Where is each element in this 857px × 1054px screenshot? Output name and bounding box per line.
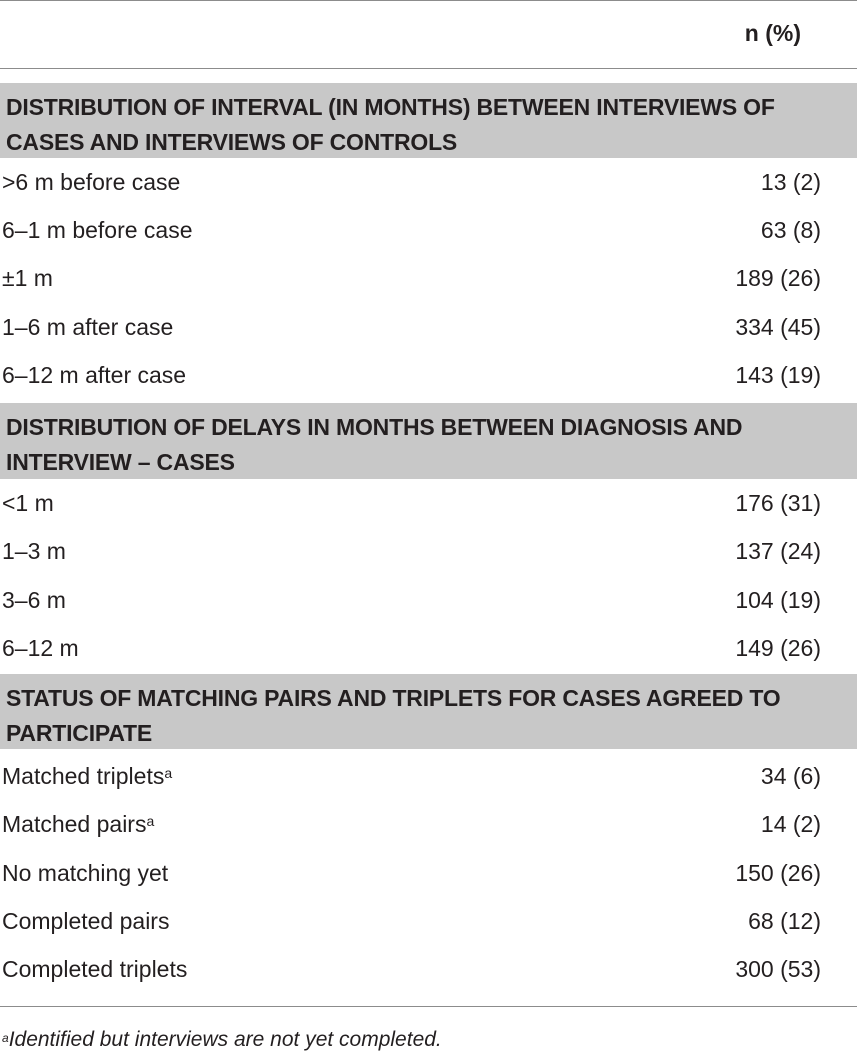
table-row — [0, 303, 857, 351]
table-row — [0, 897, 857, 945]
section-header-delays — [0, 403, 857, 479]
row-label: Matched triplets$^a$ — [2, 763, 173, 789]
header-rule — [0, 68, 857, 69]
row-label: 3–6 m — [2, 587, 66, 613]
row-label: <1 m — [2, 490, 54, 516]
row-label: 1–6 m after case — [2, 314, 174, 340]
row-value: 34 (6) — [760, 763, 821, 789]
row-value: 143 (19) — [735, 362, 821, 388]
table-row — [0, 576, 857, 624]
section-header-interval — [0, 83, 857, 158]
table-row — [0, 752, 857, 800]
table-row — [0, 351, 857, 399]
row-label: 6–1 m before case — [2, 217, 193, 243]
row-label: 1–3 m — [2, 538, 66, 564]
row-label: Completed triplets — [2, 956, 188, 982]
row-label: >6 m before case — [2, 169, 181, 195]
table-footnote — [2, 1027, 442, 1053]
table-row — [0, 849, 857, 897]
table-row — [0, 158, 857, 206]
table-row — [0, 254, 857, 302]
table-row — [0, 945, 857, 993]
row-label: No matching yet — [2, 860, 169, 886]
footnote-marker: a — [146, 813, 155, 829]
footnote-text: Identified but interviews are not yet completed. — [8, 1028, 442, 1051]
row-value: 13 (2) — [760, 169, 821, 195]
column-header-n-percent: n (%) — [744, 20, 801, 46]
row-value: 68 (12) — [748, 908, 821, 934]
table-row — [0, 624, 857, 672]
section-title: STATUS OF MATCHING PAIRS AND TRIPLETS FOR CASES AGREED TO PARTICIPATE — [6, 685, 781, 746]
table-row — [0, 206, 857, 254]
footnote-marker: a — [164, 765, 173, 781]
footnote-marker: a — [2, 1031, 9, 1045]
row-label: 6–12 m after case — [2, 362, 187, 388]
section-title: DISTRIBUTION OF DELAYS IN MONTHS BETWEEN DIAGNOSIS AND INTERVIEW – CASES — [6, 414, 743, 475]
row-value: 300 (53) — [735, 956, 821, 982]
row-label: ±1 m — [2, 265, 53, 291]
row-value: 176 (31) — [735, 490, 821, 516]
row-value: 104 (19) — [735, 587, 821, 613]
row-value: 150 (26) — [735, 860, 821, 886]
table-header — [0, 0, 857, 66]
row-value: 137 (24) — [735, 538, 821, 564]
bottom-rule — [0, 1006, 857, 1007]
row-value: 63 (8) — [760, 217, 821, 243]
row-value: 189 (26) — [735, 265, 821, 291]
row-label: 6–12 m — [2, 635, 79, 661]
row-value: 14 (2) — [760, 811, 821, 837]
row-value: 334 (45) — [735, 314, 821, 340]
section-header-matching — [0, 674, 857, 749]
table-row — [0, 527, 857, 575]
row-label: Completed pairs — [2, 908, 170, 934]
table-row — [0, 800, 857, 848]
row-label: Matched pairs$^a$ — [2, 811, 155, 837]
table-row — [0, 479, 857, 527]
row-value: 149 (26) — [735, 635, 821, 661]
section-title: DISTRIBUTION OF INTERVAL (IN MONTHS) BETWEEN INTERVIEWS OF CASES AND INTERVIEWS OF CONTROLS — [6, 94, 775, 155]
